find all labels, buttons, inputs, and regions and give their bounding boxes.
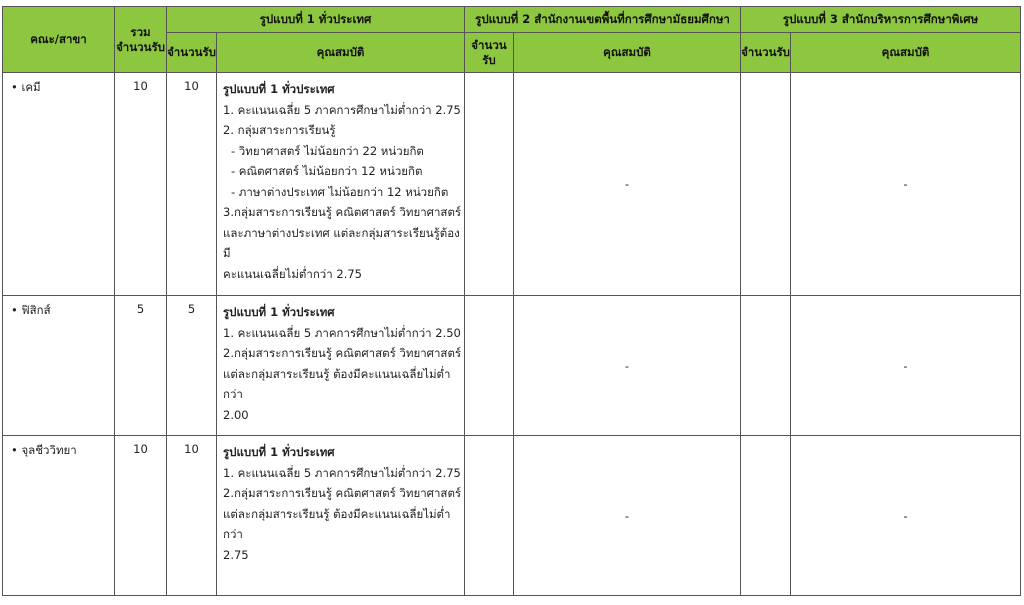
qualification-line: 2.กลุ่มสาระการเรียนรู้ คณิตศาสตร์ วิทยาศาสตร์ <box>223 486 462 500</box>
header-f2-qualifications: คุณสมบัติ <box>514 33 741 73</box>
qualification-line: - วิทยาศาสตร์ ไม่น้อยกว่า 22 หน่วยกิต <box>231 143 424 158</box>
f3-accept-count <box>741 296 791 436</box>
header-f3-qualifications: คุณสมบัติ <box>791 33 1021 73</box>
f3-qualifications: - <box>791 436 1021 596</box>
table-row <box>3 73 1021 296</box>
qualification-line: และภาษาต่างประเทศ แต่ละกลุ่มสาระเรียนรู้ต้องมี <box>223 225 460 260</box>
f1-qualifications <box>217 296 465 436</box>
header-f2-accept-count: จำนวนรับ <box>465 33 514 73</box>
f2-accept-count <box>465 436 514 596</box>
total-accept: 10 <box>115 436 167 596</box>
header-f1-accept-count: จำนวนรับ <box>167 33 217 73</box>
total-accept: 5 <box>115 296 167 436</box>
qualification-line: 1. คะแนนเฉลี่ย 5 ภาคการศึกษาไม่ต่ำกว่า 2.75 <box>223 102 461 117</box>
header-format-2: รูปแบบที่ 2 สำนักงานเขตพื้นที่การศึกษามัธยมศึกษา <box>465 7 741 33</box>
qualification-line: - คณิตศาสตร์ ไม่น้อยกว่า 12 หน่วยกิต <box>231 164 423 178</box>
f2-qualifications: - <box>514 296 741 436</box>
f1-accept-count: 5 <box>167 296 217 436</box>
qualification-line: 1. คะแนนเฉลี่ย 5 ภาคการศึกษาไม่ต่ำกว่า 2.50 <box>223 325 461 340</box>
f1-qualifications <box>217 436 465 596</box>
header-total-accept: รวมจำนวนรับ <box>115 7 167 73</box>
f1-accept-count: 10 <box>167 436 217 596</box>
faculty-name: • ฟิสิกส์ <box>3 296 115 436</box>
qualification-line: 2. กลุ่มสาระการเรียนรู้ <box>223 123 336 137</box>
qualification-line: 2.75 <box>223 547 249 562</box>
qualification-line: แต่ละกลุ่มสาระเรียนรู้ ต้องมีคะแนนเฉลี่ยไม่ต่ำกว่า <box>223 506 451 541</box>
qualification-line: 1. คะแนนเฉลี่ย 5 ภาคการศึกษาไม่ต่ำกว่า 2.75 <box>223 465 461 480</box>
qualification-title: รูปแบบที่ 1 ทั่วประเทศ <box>223 82 335 96</box>
qualification-line: 2.00 <box>223 407 249 422</box>
f1-accept-count: 10 <box>167 73 217 296</box>
f2-qualifications: - <box>514 73 741 296</box>
faculty-name: • เคมี <box>3 73 115 296</box>
table-row <box>3 436 1021 596</box>
f2-accept-count <box>465 73 514 296</box>
f3-accept-count <box>741 73 791 296</box>
f1-qualifications <box>217 73 465 296</box>
f3-accept-count <box>741 436 791 596</box>
table-row <box>3 296 1021 436</box>
qualification-title: รูปแบบที่ 1 ทั่วประเทศ <box>223 305 335 319</box>
qualification-line: คะแนนเฉลี่ยไม่ต่ำกว่า 2.75 <box>223 266 362 281</box>
admission-table-container <box>2 6 1021 596</box>
admission-table <box>2 6 1021 596</box>
qualification-line: 2.กลุ่มสาระการเรียนรู้ คณิตศาสตร์ วิทยาศาสตร์ <box>223 346 462 360</box>
f2-qualifications: - <box>514 436 741 596</box>
f3-qualifications: - <box>791 296 1021 436</box>
header-format-3: รูปแบบที่ 3 สำนักบริหารการศึกษาพิเศษ <box>741 7 1021 33</box>
f2-accept-count <box>465 296 514 436</box>
qualification-line: - ภาษาต่างประเทศ ไม่น้อยกว่า 12 หน่วยกิต <box>231 184 449 199</box>
header-f1-qualifications: คุณสมบัติ <box>217 33 465 73</box>
faculty-name: • จุลชีววิทยา <box>3 436 115 596</box>
header-f3-accept-count: จำนวนรับ <box>741 33 791 73</box>
qualification-line: แต่ละกลุ่มสาระเรียนรู้ ต้องมีคะแนนเฉลี่ยไม่ต่ำกว่า <box>223 366 451 401</box>
f3-qualifications: - <box>791 73 1021 296</box>
total-accept: 10 <box>115 73 167 296</box>
header-format-1: รูปแบบที่ 1 ทั่วประเทศ <box>167 7 465 33</box>
header-faculty: คณะ/สาขา <box>3 7 115 73</box>
qualification-line: 3.กลุ่มสาระการเรียนรู้ คณิตศาสตร์ วิทยาศาสตร์ <box>223 205 462 219</box>
qualification-title: รูปแบบที่ 1 ทั่วประเทศ <box>223 445 335 459</box>
